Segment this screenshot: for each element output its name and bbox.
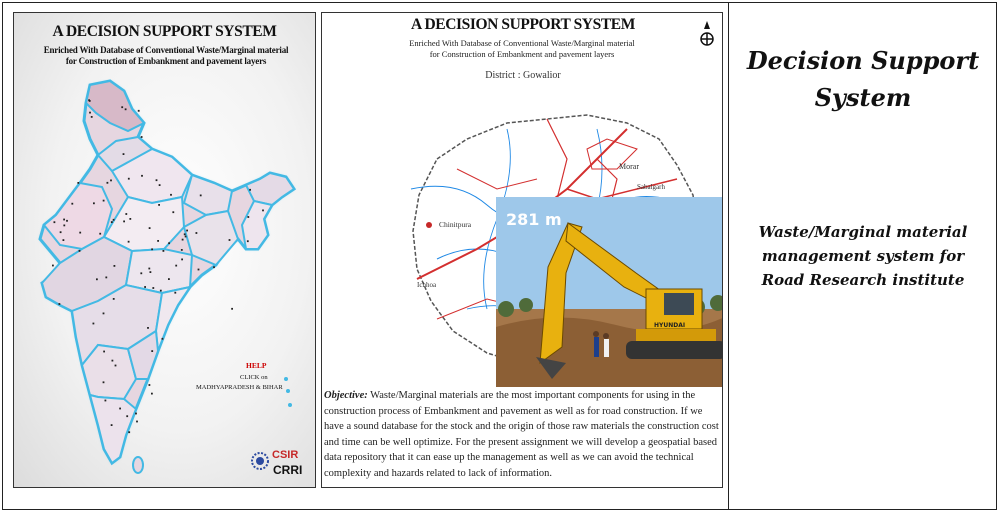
district-marker bbox=[111, 424, 113, 426]
middle-panel-title: A DECISION SUPPORT SYSTEM bbox=[411, 16, 635, 33]
click-instruction: CLICK on bbox=[240, 374, 268, 381]
district-marker bbox=[149, 227, 151, 229]
district-marker bbox=[135, 413, 137, 415]
district-marker bbox=[136, 421, 138, 423]
district-marker bbox=[114, 265, 116, 267]
district-marker bbox=[123, 153, 125, 155]
csir-crri-logo bbox=[250, 443, 312, 479]
district-marker bbox=[89, 112, 91, 114]
district-marker bbox=[247, 240, 249, 242]
district-marker bbox=[181, 249, 183, 251]
district-marker bbox=[138, 110, 140, 112]
panel-divider bbox=[728, 2, 729, 510]
objective-text: Waste/Marginal materials are the most important components for using in the construction process of Embankment and pavement as well as for road construction. If we have a sound database for the stock and the origin of those raw materials the construction cost and time can be well optimize. For the present assignment we will develop a geospatial based data repository that it can ease up the management as well as we can avoid the technical complexity and hazards related to lack of information. bbox=[324, 390, 719, 479]
district-marker bbox=[168, 242, 170, 244]
district-marker bbox=[144, 286, 146, 288]
district-marker bbox=[103, 313, 105, 315]
svg-text:CSIR: CSIR bbox=[272, 449, 299, 461]
right-desc-line2: management system for bbox=[761, 247, 965, 265]
district-marker bbox=[186, 230, 188, 232]
map-label-morar: Morar bbox=[619, 162, 639, 171]
excavator-photo bbox=[496, 197, 723, 387]
objective-label: Objective: bbox=[324, 390, 368, 401]
district-marker bbox=[59, 303, 61, 305]
right-panel-title bbox=[735, 42, 991, 116]
district-marker bbox=[159, 184, 161, 186]
district-marker bbox=[162, 338, 164, 340]
excavator-photo-graphic bbox=[496, 197, 723, 387]
district-marker bbox=[128, 178, 130, 180]
help-link[interactable]: HELP bbox=[246, 361, 267, 370]
district-marker bbox=[125, 108, 127, 110]
district-marker bbox=[158, 204, 160, 206]
district-marker bbox=[140, 272, 142, 274]
district-marker bbox=[213, 266, 215, 268]
district-marker bbox=[91, 116, 93, 118]
district-marker bbox=[174, 292, 176, 294]
district-marker bbox=[105, 400, 107, 402]
district-marker bbox=[103, 351, 105, 353]
district-marker bbox=[79, 232, 81, 234]
district-marker bbox=[185, 236, 187, 238]
india-map[interactable] bbox=[32, 79, 312, 477]
district-marker bbox=[168, 278, 170, 280]
district-marker bbox=[128, 431, 130, 433]
left-subtitle-line2: for Construction of Embankment and pavement layers bbox=[65, 56, 267, 66]
district-marker bbox=[141, 136, 143, 138]
district-marker bbox=[150, 271, 152, 273]
district-marker bbox=[93, 202, 95, 204]
left-panel-title: A DECISION SUPPORT SYSTEM bbox=[52, 23, 277, 40]
district-marker bbox=[125, 213, 127, 215]
district-marker bbox=[247, 216, 249, 218]
district-marker bbox=[110, 180, 112, 182]
district-marker bbox=[126, 415, 128, 417]
district-marker bbox=[89, 100, 91, 102]
district-marker bbox=[152, 287, 154, 289]
district-marker bbox=[229, 239, 231, 241]
district-marker bbox=[184, 233, 186, 235]
district-marker bbox=[60, 231, 62, 233]
district-map-panel bbox=[321, 12, 723, 488]
district-marker bbox=[79, 250, 81, 252]
district-marker bbox=[63, 225, 65, 227]
district-marker bbox=[198, 269, 200, 271]
district-marker bbox=[115, 365, 117, 367]
north-arrow-icon bbox=[697, 21, 717, 51]
district-marker bbox=[182, 239, 184, 241]
district-marker bbox=[112, 360, 114, 362]
middle-subtitle-line1: Enriched With Database of Conventional Waste/Marginal material bbox=[409, 38, 635, 48]
map-label-ichhoa: Ichhoa bbox=[417, 281, 437, 289]
district-marker bbox=[93, 323, 95, 325]
district-marker bbox=[157, 240, 159, 242]
click-states-link[interactable]: MADHYAPRADESH & BIHAR bbox=[196, 384, 283, 391]
district-marker bbox=[105, 277, 107, 279]
district-label: District : Gowalior bbox=[485, 70, 561, 81]
map-label-chinitpura: Chinitpura bbox=[439, 220, 472, 229]
svg-text:CRRI: CRRI bbox=[273, 463, 303, 477]
district-marker bbox=[262, 210, 264, 212]
right-title-line2: System bbox=[814, 83, 912, 112]
map-label-sabalgarh: Sabalgarh bbox=[637, 183, 665, 191]
district-marker bbox=[170, 194, 172, 196]
right-desc-line3: Road Research institute bbox=[761, 271, 965, 289]
district-marker bbox=[71, 203, 73, 205]
right-desc-line1: Waste/Marginal material bbox=[758, 223, 968, 241]
district-marker bbox=[151, 393, 153, 395]
right-panel-description bbox=[735, 220, 991, 292]
district-marker bbox=[54, 221, 56, 223]
district-marker bbox=[156, 179, 158, 181]
district-marker bbox=[231, 308, 233, 310]
district-marker bbox=[163, 250, 165, 252]
district-marker bbox=[128, 241, 130, 243]
district-marker bbox=[52, 265, 54, 267]
district-marker bbox=[196, 232, 198, 234]
district-marker bbox=[172, 211, 174, 213]
objective-paragraph bbox=[324, 388, 722, 482]
district-marker bbox=[113, 298, 115, 300]
district-marker bbox=[121, 106, 123, 108]
district-marker bbox=[149, 384, 151, 386]
middle-subtitle-line2: for Construction of Embankment and pavement layers bbox=[429, 49, 615, 59]
excavator-brand-text: HYUNDAI bbox=[654, 322, 686, 329]
district-marker bbox=[63, 239, 65, 241]
district-marker bbox=[99, 233, 101, 235]
district-marker bbox=[119, 408, 121, 410]
photo-altitude-overlay: 281 m bbox=[506, 210, 562, 229]
district-marker bbox=[151, 248, 153, 250]
district-marker bbox=[141, 175, 143, 177]
district-marker bbox=[151, 350, 153, 352]
right-title-line1: Decision Support bbox=[746, 46, 980, 75]
district-marker bbox=[200, 195, 202, 197]
district-marker bbox=[63, 219, 65, 221]
district-marker bbox=[77, 182, 79, 184]
district-marker bbox=[181, 259, 183, 261]
left-panel-subtitle bbox=[20, 45, 312, 67]
district-marker bbox=[147, 327, 149, 329]
left-subtitle-line1: Enriched With Database of Conventional Waste/Marginal material bbox=[43, 45, 289, 55]
district-marker bbox=[160, 290, 162, 292]
district-marker bbox=[111, 221, 113, 223]
district-marker bbox=[249, 189, 251, 191]
district-marker bbox=[107, 182, 109, 184]
district-marker bbox=[66, 220, 68, 222]
district-marker bbox=[113, 219, 115, 221]
district-marker bbox=[123, 221, 125, 223]
middle-panel-subtitle bbox=[362, 38, 682, 60]
district-marker bbox=[103, 381, 105, 383]
district-marker bbox=[148, 268, 150, 270]
district-marker bbox=[103, 200, 105, 202]
district-marker bbox=[175, 265, 177, 267]
district-marker bbox=[129, 218, 131, 220]
india-map-panel bbox=[13, 12, 316, 488]
district-marker bbox=[96, 278, 98, 280]
